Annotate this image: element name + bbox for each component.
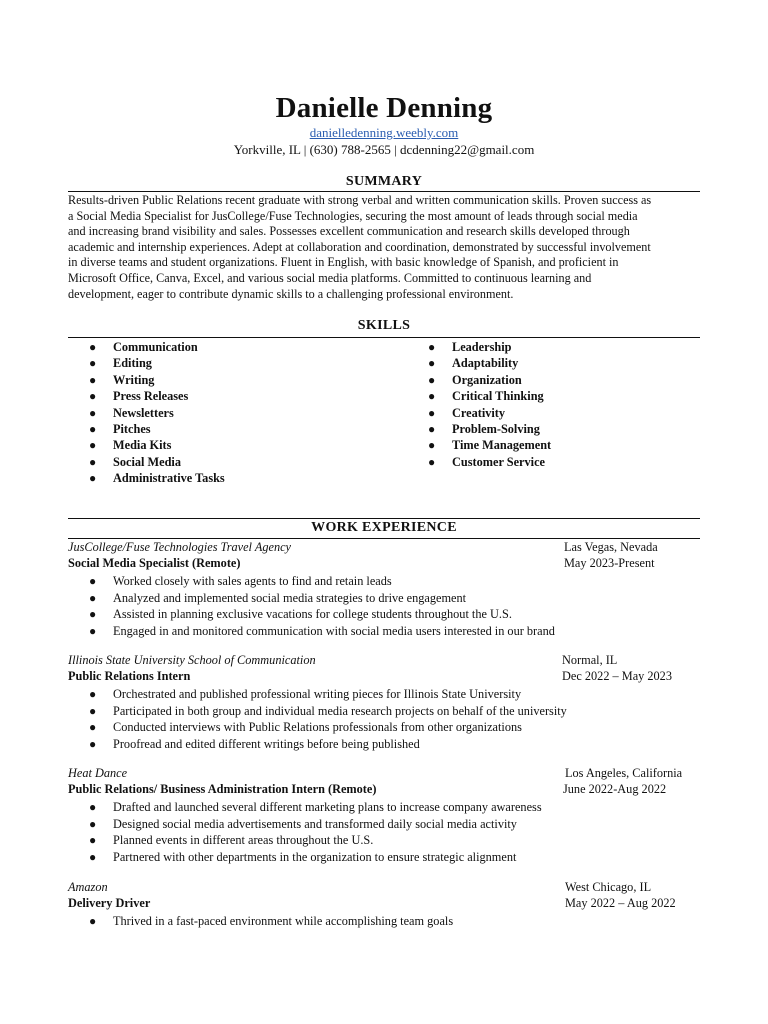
job-bullet-item <box>68 849 688 866</box>
job-bullet-item <box>68 799 688 816</box>
skill-label: Editing <box>113 356 152 371</box>
job-bullet-item <box>68 590 688 607</box>
bullet-icon: ● <box>428 356 436 371</box>
skill-label: Problem-Solving <box>452 421 540 436</box>
job-location: Las Vegas, Nevada <box>564 540 658 554</box>
skill-item <box>89 421 225 437</box>
job-bullet-item <box>68 736 688 753</box>
bullet-icon: ● <box>89 438 97 453</box>
website-link[interactable]: danielledenning.weebly.com <box>309 125 459 140</box>
skills-list-right <box>428 339 551 470</box>
skill-label: Pitches <box>113 421 151 436</box>
job-role: Social Media Specialist (Remote) <box>68 556 241 570</box>
experience-divider <box>68 538 700 539</box>
skill-item <box>89 372 225 388</box>
skill-label: Media Kits <box>113 438 172 453</box>
bullet-icon: ● <box>89 607 97 622</box>
skill-item <box>89 388 225 404</box>
skill-label: Adaptability <box>452 356 519 371</box>
bullet-icon: ● <box>89 687 97 701</box>
bullet-icon: ● <box>89 623 97 638</box>
summary-heading: SUMMARY <box>345 174 423 189</box>
job-bullet-item <box>68 913 688 930</box>
bullet-icon: ● <box>89 421 97 436</box>
skill-item <box>428 355 551 371</box>
skill-item <box>89 339 225 355</box>
job-bullet-text: Analyzed and implemented social media strategies to drive engagement <box>113 590 467 605</box>
job-location: Los Angeles, California <box>565 766 683 780</box>
skill-label: Organization <box>452 372 522 387</box>
job-bullet-text: Drafted and launched several different marketing plans to increase company awareness <box>113 800 542 814</box>
job-bullet-text: Worked closely with sales agents to find and retain leads <box>113 574 392 588</box>
bullet-icon: ● <box>89 833 97 848</box>
job-bullet-text: Planned events in different areas throughout the U.S. <box>113 833 374 848</box>
job-location: Normal, IL <box>562 653 618 667</box>
job-bullet-text: Partnered with other departments in the organization to ensure strategic alignment <box>113 849 517 864</box>
skill-item <box>428 405 551 421</box>
bullet-icon: ● <box>89 372 97 387</box>
bullet-icon: ● <box>89 849 97 864</box>
skill-label: Leadership <box>452 340 512 354</box>
skill-item <box>89 437 225 453</box>
skill-label: Social Media <box>113 454 181 469</box>
job-bullet-text: Designed social media advertisements and transformed daily social media activity <box>113 816 517 831</box>
job-role: Delivery Driver <box>68 896 151 910</box>
bullet-icon: ● <box>428 454 436 469</box>
bullet-icon: ● <box>89 800 97 814</box>
job-organization: Heat Dance <box>68 766 128 780</box>
job-location: West Chicago, IL <box>565 880 652 894</box>
bullet-icon: ● <box>89 736 97 751</box>
bullet-icon: ● <box>89 703 97 718</box>
bullet-icon: ● <box>89 914 97 928</box>
summary-text <box>68 193 708 302</box>
skill-label: Administrative Tasks <box>113 471 225 486</box>
job-bullet-item <box>68 816 688 833</box>
job-role: Public Relations Intern <box>68 669 191 683</box>
job-bullets <box>68 686 688 752</box>
job-bullet-item <box>68 832 688 849</box>
job-bullet-item <box>68 686 688 703</box>
job-bullet-text: Orchestrated and published professional writing pieces for Illinois State University <box>113 687 522 701</box>
bullet-icon: ● <box>89 454 97 469</box>
skill-item <box>89 405 225 421</box>
experience-top-divider <box>68 518 700 519</box>
bullet-icon: ● <box>89 356 97 371</box>
job-bullet-item <box>68 606 688 623</box>
job-role: Public Relations/ Business Administration Intern (Remote) <box>68 782 377 796</box>
bullet-icon: ● <box>89 816 97 831</box>
summary-line: development, eager to contribute dynamic skills to a challenging professional environment. <box>68 286 514 301</box>
job-bullet-item <box>68 573 688 590</box>
job-dates: May 2022 – Aug 2022 <box>565 896 676 910</box>
skill-label: Communication <box>113 340 198 354</box>
bullet-icon: ● <box>428 405 436 420</box>
summary-line: Results-driven Public Relations recent graduate with strong verbal and written communication skills. Proven success as <box>68 193 652 207</box>
website-line <box>0 125 768 141</box>
bullet-icon: ● <box>89 720 97 735</box>
job-bullets <box>68 799 688 865</box>
summary-line: academic and internship experiences. Adept at collaboration and coordination, demonstrated by successful involvement <box>68 239 651 254</box>
bullet-icon: ● <box>428 372 436 387</box>
job-bullet-text: Conducted interviews with Public Relations professionals from other organizations <box>113 720 522 735</box>
job-organization: Amazon <box>68 880 108 894</box>
bullet-icon: ● <box>428 438 436 453</box>
job-bullet-text: Thrived in a fast-paced environment while accomplishing team goals <box>113 914 454 928</box>
job-dates: Dec 2022 – May 2023 <box>562 669 672 683</box>
skill-label: Time Management <box>452 438 552 453</box>
bullet-icon: ● <box>89 389 97 404</box>
skill-item <box>89 454 225 470</box>
bullet-icon: ● <box>89 574 97 588</box>
skill-item <box>89 470 225 486</box>
job-bullet-item <box>68 719 688 736</box>
contact-line: Yorkville, IL | (630) 788-2565 | dcdenning22@gmail.com <box>233 142 535 157</box>
job-bullet-text: Participated in both group and individual media research projects on behalf of the university <box>113 703 567 718</box>
bullet-icon: ● <box>428 421 436 436</box>
skill-item <box>428 454 551 470</box>
skill-item <box>428 421 551 437</box>
candidate-name: Danielle Denning <box>275 92 493 124</box>
summary-line: and increasing brand visibility and sales. Possesses excellent communication and research skills developed through <box>68 224 630 239</box>
skill-label: Creativity <box>452 405 506 420</box>
job-dates: June 2022-Aug 2022 <box>563 782 667 796</box>
bullet-icon: ● <box>428 389 436 404</box>
skill-item <box>428 372 551 388</box>
summary-divider <box>68 191 700 192</box>
job-bullet-text: Engaged in and monitored communication with social media users interested in our brand <box>113 623 555 638</box>
summary-line: a Social Media Specialist for JusCollege/Fuse Technologies, securing the most amount of leads through social media <box>68 208 638 223</box>
bullet-icon: ● <box>89 340 97 354</box>
job-bullet-item <box>68 703 688 720</box>
bullet-icon: ● <box>89 590 97 605</box>
skill-label: Newsletters <box>113 405 174 420</box>
skills-list-left <box>89 339 225 487</box>
job-bullet-text: Assisted in planning exclusive vacations for college students throughout the U.S. <box>113 607 512 622</box>
skill-item <box>428 339 551 355</box>
skill-label: Critical Thinking <box>452 389 544 404</box>
skill-item <box>428 437 551 453</box>
skills-divider <box>68 337 700 338</box>
skill-label: Customer Service <box>452 454 545 469</box>
skill-label: Press Releases <box>113 389 189 404</box>
job-organization: JusCollege/Fuse Technologies Travel Agency <box>68 540 292 554</box>
experience-heading: WORK EXPERIENCE <box>311 520 457 535</box>
bullet-icon: ● <box>89 405 97 420</box>
job-bullets <box>68 573 688 639</box>
skill-label: Writing <box>113 372 155 387</box>
skills-heading: SKILLS <box>357 318 411 333</box>
job-organization: Illinois State University School of Communication <box>68 653 316 667</box>
skill-item <box>428 388 551 404</box>
job-bullets <box>68 913 688 930</box>
job-bullet-item <box>68 623 688 640</box>
summary-line: Microsoft Office, Canva, Excel, and various social media platforms. Committed to continuous learning and <box>68 270 592 285</box>
bullet-icon: ● <box>89 471 97 486</box>
job-bullet-text: Proofread and edited different writings before being published <box>113 736 420 751</box>
skill-item <box>89 355 225 371</box>
bullet-icon: ● <box>428 340 436 354</box>
summary-line: in diverse teams and student organizations. Fluent in English, with basic knowledge of Spanish, and proficient in <box>68 255 619 270</box>
job-dates: May 2023-Present <box>564 556 655 570</box>
